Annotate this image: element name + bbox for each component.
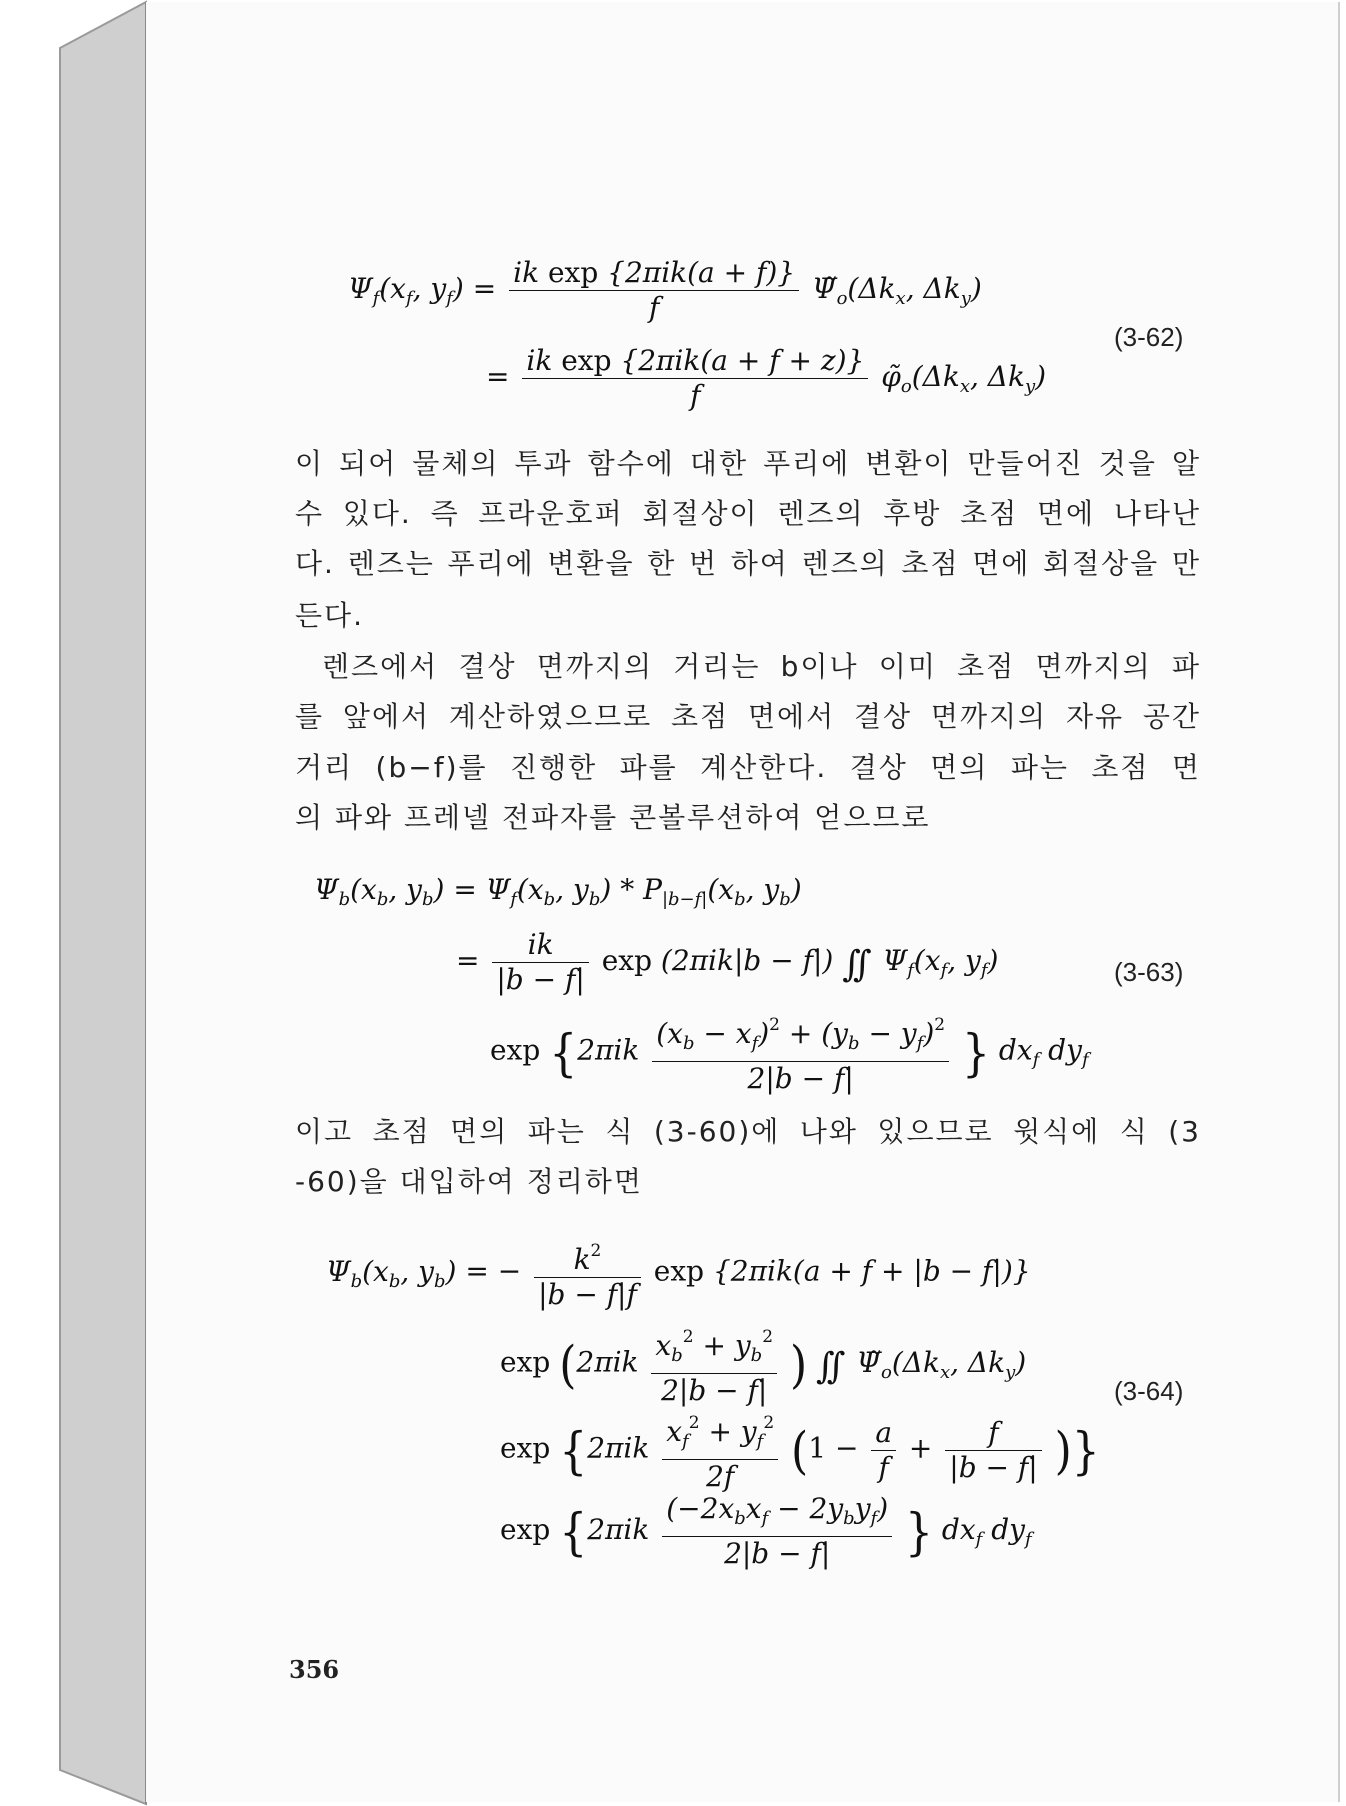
equation-number-3-64: (3-64) bbox=[1114, 1376, 1184, 1406]
paragraph-1-line-4: 든다. bbox=[295, 599, 364, 632]
paragraph-1-line-1: 이 되어 물체의 투과 함수에 대한 푸리에 변환이 만들어진 것을 알 bbox=[295, 447, 1201, 480]
equation-3-63-line2: = $\frac{ik}{|b - f|}$ exp (2πik|b − f|) ∫∫ $\Psi_f(x_f$, $y_f$) bbox=[456, 928, 999, 996]
paragraph-3-line-2: -60)을 대입하여 정리하면 bbox=[295, 1165, 643, 1198]
equation-3-64-line2: exp (2πik $\frac{x_b^2 + y_b^2}{2|b - f|}$ ) ∫∫ $\Psĩ_o(\Delta k_x$, $\Delta k_y$) bbox=[500, 1322, 1026, 1406]
paragraph-3-line-1: 이고 초점 면의 파는 식 (3-60)에 나와 있으므로 윗식에 식 (3 bbox=[295, 1115, 1201, 1148]
equation-3-62-line2: = $\frac{\text{ik exp \{2πik(a + f + z)\}}}{f}$ $\varphĩ_o(\Delta k_x$, $\Delta k_y$) bbox=[486, 344, 1047, 412]
paragraph-1-line-2: 수 있다. 즉 프라운호퍼 회절상이 렌즈의 후방 초점 면에 나타난 bbox=[295, 497, 1201, 530]
paragraph-2-line-3: 거리 (b−f)를 진행한 파를 계산한다. 결상 면의 파는 초점 면 bbox=[295, 751, 1201, 784]
paragraph-2-line-2: 를 앞에서 계산하였으므로 초점 면에서 결상 면까지의 자유 공간 bbox=[295, 700, 1201, 733]
paragraph-2-line-4: 의 파와 프레넬 전파자를 콘볼루션하여 얻으므로 bbox=[295, 801, 931, 834]
paragraph-1-line-3: 다. 렌즈는 푸리에 변환을 한 번 하여 렌즈의 초점 면에 회절상을 만 bbox=[295, 547, 1201, 580]
book-spine bbox=[0, 0, 160, 1806]
equation-3-63-line1: $\Psi_b(x_b$, $y_b) = \Psi_f(x_b$, $y_b) * P_{|b-f|}(x_b$, $y_b$) bbox=[314, 873, 802, 910]
equation-3-64-line4: exp {2πik $\frac{(-2x_bx_f - 2y_by_f)}{2|b - f|}$ } $dx_f$ $dy_f$ bbox=[500, 1492, 1032, 1570]
equation-3-62-line1: $\Psi_f(x_f$, $y_f$) = $\frac{\text{ik exp \{2πik(a + f)\}}}{f}$ $\Psĩ_o(\Delta k_x$, $\Delta k_y$) bbox=[348, 256, 982, 324]
equation-number-3-63: (3-63) bbox=[1114, 957, 1184, 987]
paragraph-2-line-1: 렌즈에서 결상 면까지의 거리는 b이나 이미 초점 면까지의 파 bbox=[322, 650, 1201, 683]
equation-number-3-62: (3-62) bbox=[1114, 322, 1184, 352]
equation-3-63-line3: exp {2πik $\frac{(x_b - x_f)^2 + (y_b - y_f)^2}{2|b - f|}$ } $dx_f$ $dy_f$ bbox=[490, 1010, 1089, 1094]
equation-3-64-line3: exp {2πik $\frac{x_f^2 + y_f^2}{2f}$ (1 − $\frac{a}{f}$ + $\frac{f}{|b - f|}$ )} bbox=[500, 1408, 1100, 1492]
equation-3-64-line1: $\Psi_b(x_b$, $y_b$) = − $\frac{k^2}{|b - f|f}$ exp {2πik(a + f + |b − f|)} bbox=[326, 1236, 1031, 1310]
page-number: 356 bbox=[289, 1655, 340, 1684]
